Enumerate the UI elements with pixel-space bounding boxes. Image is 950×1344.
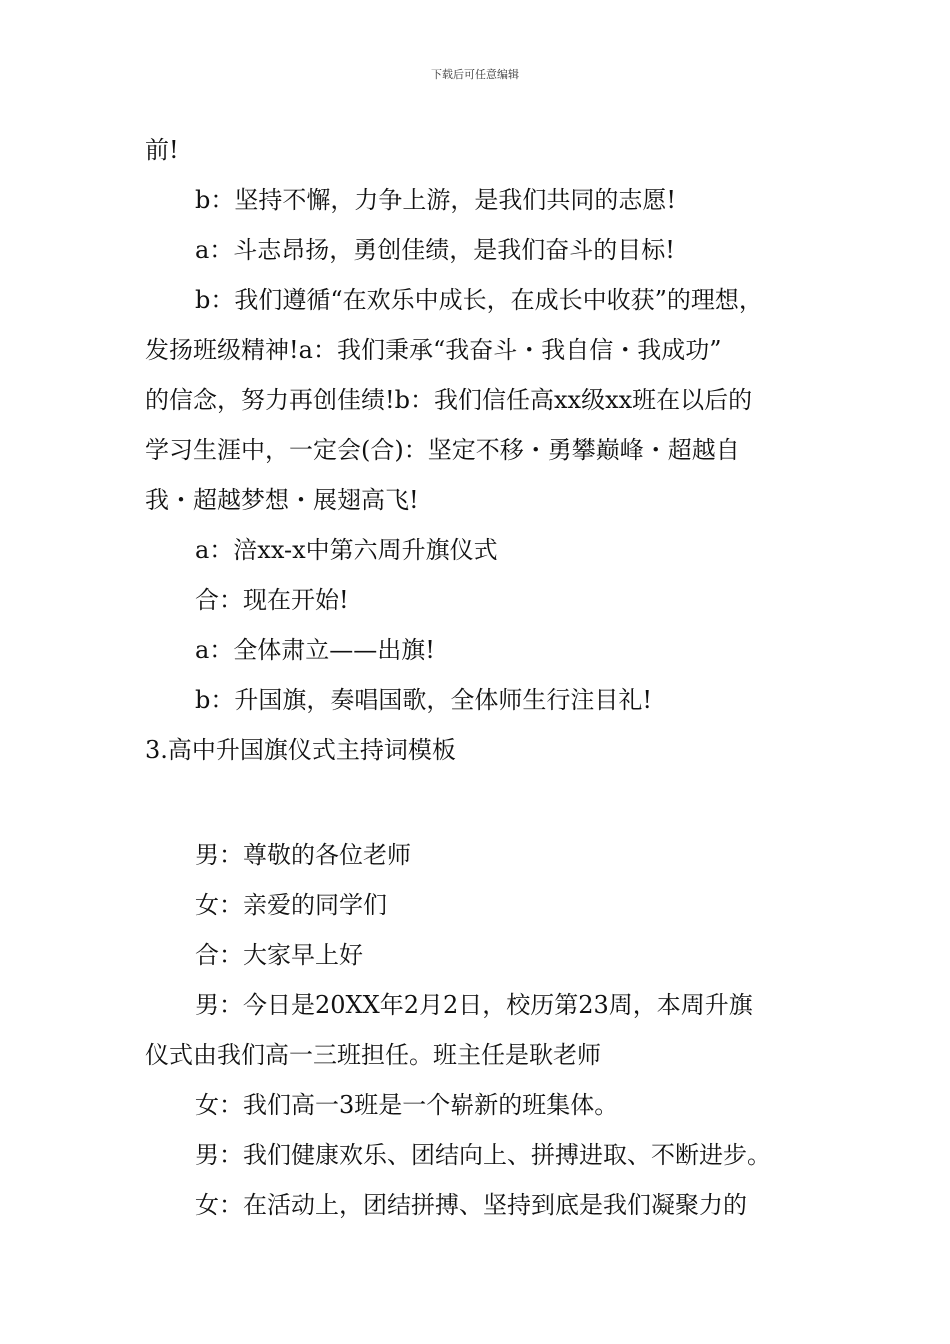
text-line: 仪式由我们高一三班担任。班主任是耿老师 xyxy=(145,1041,601,1069)
page-header: 下载后可任意编辑 xyxy=(431,68,519,81)
text-line: 学习生涯中，一定会(合)：坚定不移・勇攀巅峰・超越自 xyxy=(145,436,740,464)
text-line: 男：今日是20XX年2月2日，校历第23周，本周升旗 xyxy=(195,991,753,1019)
text-line: 男：我们健康欢乐、团结向上、拼搏进取、不断进步。 xyxy=(195,1141,771,1169)
text-line: a：全体肃立——出旗! xyxy=(195,636,435,664)
text-line: 我・超越梦想・展翅高飞! xyxy=(145,486,419,514)
text-line: b：坚持不懈，力争上游，是我们共同的志愿! xyxy=(195,186,677,214)
text-line: 的信念，努力再创佳绩!b：我们信任高xx级xx班在以后的 xyxy=(145,386,753,414)
text-line: a：涪xx-x中第六周升旗仪式 xyxy=(195,536,498,564)
text-line: 发扬班级精神!a：我们秉承“我奋斗・我自信・我成功” xyxy=(145,336,722,364)
text-line: 男：尊敬的各位老师 xyxy=(195,841,411,869)
section-gap xyxy=(145,775,825,830)
text-line: 女：我们高一3班是一个崭新的班集体。 xyxy=(195,1091,619,1119)
text-line: b：我们遵循“在欢乐中成长，在成长中收获”的理想， xyxy=(195,286,763,314)
section-heading: 3.高中升国旗仪式主持词模板 xyxy=(145,736,456,764)
text-line: 合：现在开始! xyxy=(195,586,349,614)
text-line: a：斗志昂扬，勇创佳绩，是我们奋斗的目标! xyxy=(195,236,675,264)
text-line: 女：亲爱的同学们 xyxy=(195,891,387,919)
text-line: 合：大家早上好 xyxy=(195,941,363,969)
document-body xyxy=(145,125,825,1230)
text-line: 前! xyxy=(145,136,179,164)
text-line: b：升国旗，奏唱国歌，全体师生行注目礼! xyxy=(195,686,653,714)
text-line: 女：在活动上，团结拼搏、坚持到底是我们凝聚力的 xyxy=(195,1191,747,1219)
